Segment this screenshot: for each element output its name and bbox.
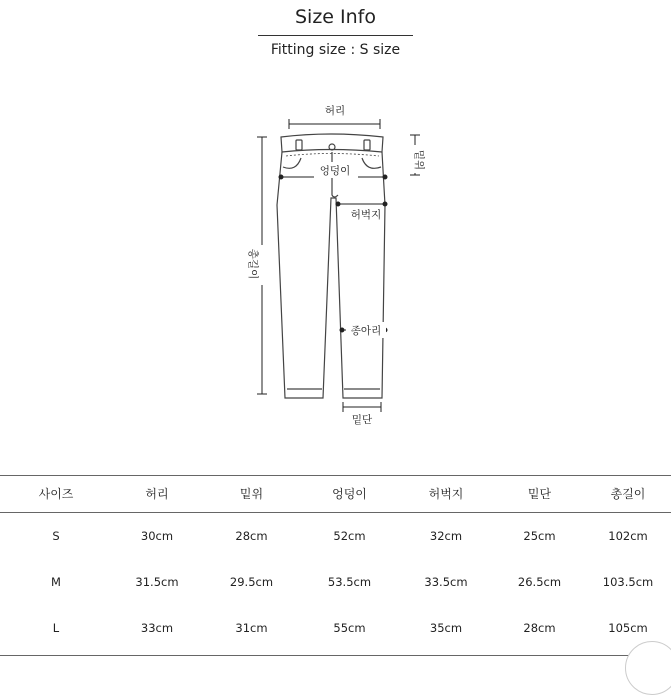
knee-label: 종아리 [350,325,382,337]
table-cell: 31cm [235,621,268,635]
thigh-label: 허벅지 [350,209,382,221]
hem-label: 밑단 [351,414,373,426]
page-title: Size Info [294,6,376,28]
column-header: 밑위 [239,487,264,501]
rise-label: 밑위 [413,149,425,171]
column-header: 밑단 [527,487,552,501]
column-header: 허벅지 [428,487,464,501]
table-cell: 53.5cm [327,575,372,589]
table-bottom-rule [0,655,671,656]
table-cell: M [51,575,61,589]
table-row [0,513,671,559]
length-label: 총길이 [247,248,259,280]
table-cell: 28cm [523,621,556,635]
table-cell: 30cm [140,529,174,543]
table-header [0,475,671,513]
table-row [0,559,671,605]
table-cell: L [52,621,60,635]
table-cell: 33.5cm [424,575,468,589]
table-cell: 52cm [333,529,366,543]
table-cell: 35cm [429,621,463,635]
table-cell: 31.5cm [135,575,179,589]
table-cell: 28cm [235,529,268,543]
table-cell: S [52,529,60,543]
column-header: 총길이 [610,487,646,501]
column-header: 사이즈 [38,487,74,501]
table-cell: 29.5cm [229,575,274,589]
table-cell: 26.5cm [517,575,562,589]
table-cell: 32cm [429,529,463,543]
hip-label: 엉덩이 [319,165,351,177]
corner-circle-decoration [625,641,671,695]
fitting-size-label: Fitting size : S size [270,42,401,58]
table-row [0,605,671,651]
column-header: 허리 [145,487,169,501]
column-header: 엉덩이 [332,487,367,501]
table-cell: 25cm [523,529,556,543]
table-cell: 105cm [608,621,648,635]
table-cell: 102cm [608,529,648,543]
size-table [0,475,671,656]
table-cell: 33cm [140,621,174,635]
measurement-labels [243,102,426,426]
table-cell: 103.5cm [602,575,654,589]
waist-label: 허리 [324,105,346,117]
table-cell: 55cm [333,621,366,635]
